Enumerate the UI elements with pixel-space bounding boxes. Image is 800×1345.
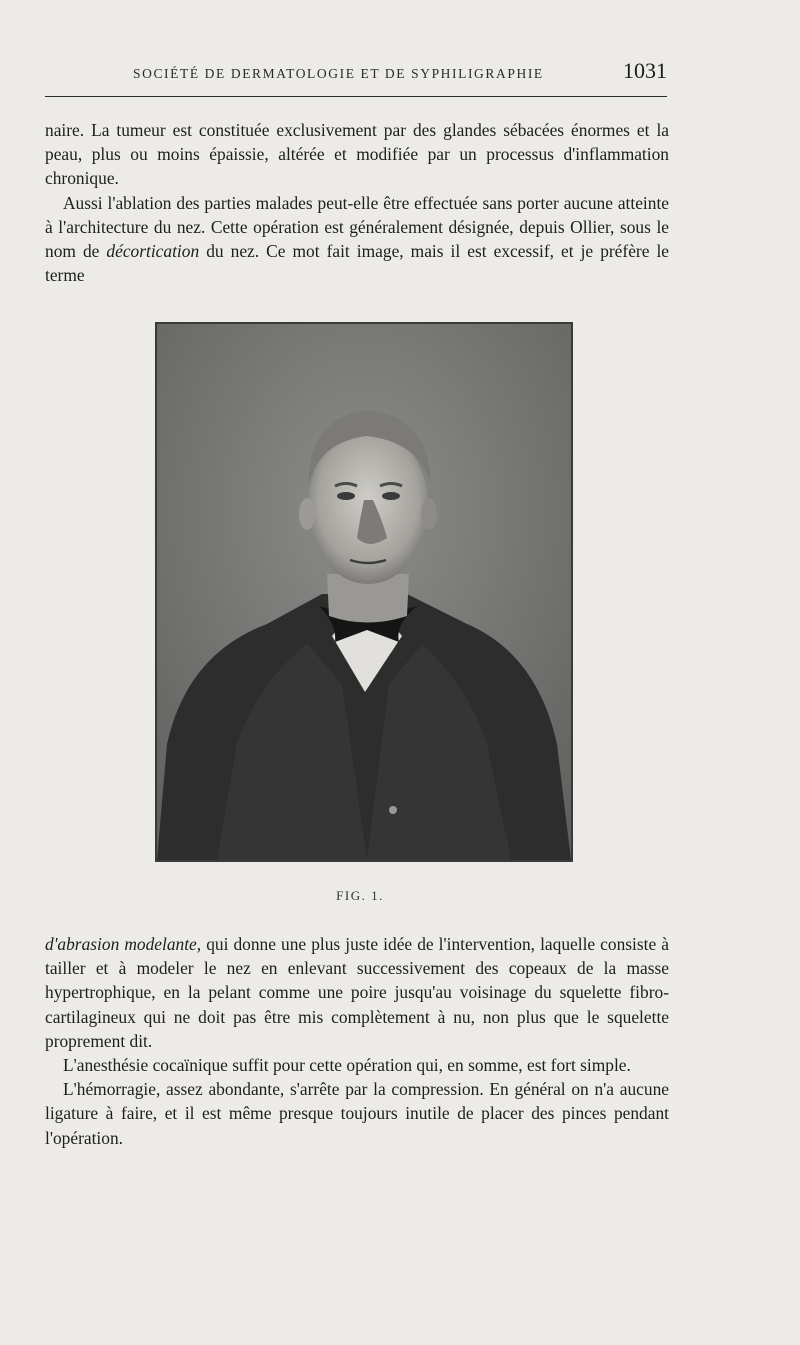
italic-term: décortication xyxy=(106,241,200,262)
portrait-image xyxy=(157,324,571,860)
italic-term: d'abrasion modelante, xyxy=(45,934,202,954)
body-text-top xyxy=(45,118,669,287)
paragraph: Aussi l'ablation des parties malades peut-elle être effectuée sans porter aucune atteinte à l'architecture du nez. Cette opération est généralement désignée, depuis Ollier, sous le nom de décortication du nez. Ce mot fait image, mais il est excessif, et je préfère le terme xyxy=(45,192,670,286)
page-number: 1031 xyxy=(623,58,667,83)
paragraph: L'hémorragie, assez abondante, s'arrête par la compression. En général on n'a aucune ligature à faire, et il est même presque toujours inutile de placer des pinces pendant l'opération. xyxy=(45,1079,669,1148)
running-header xyxy=(45,58,667,94)
body-text-bottom xyxy=(45,932,669,1150)
paragraph: naire. La tumeur est constituée exclusivement par des glandes sébacées énormes et la peau, plus ou moins épaissie, altérée et modifiée par un processus d'inflammation chronique. xyxy=(45,120,669,189)
running-title: SOCIÉTÉ DE DERMATOLOGIE ET DE SYPHILIGRAPHIE xyxy=(133,66,544,81)
paragraph: L'anesthésie cocaïnique suffit pour cette opération qui, en somme, est fort simple. xyxy=(63,1055,631,1076)
header-rule xyxy=(45,96,667,97)
paragraph: d'abrasion modelante, qui donne une plus juste idée de l'intervention, laquelle consiste à tailler et à modeler le nez en enlevant successivement des copeaux de la masse hypertrophique, en la pelant comme une poire jusqu'au voisinage du squelette fibro-cartilagineux qui ne doit pas être mis complètement à nu, non plus que le squelette proprement dit. xyxy=(45,934,669,1051)
portrait-photograph xyxy=(155,322,573,862)
figure-caption: FIG. 1. xyxy=(336,888,384,903)
